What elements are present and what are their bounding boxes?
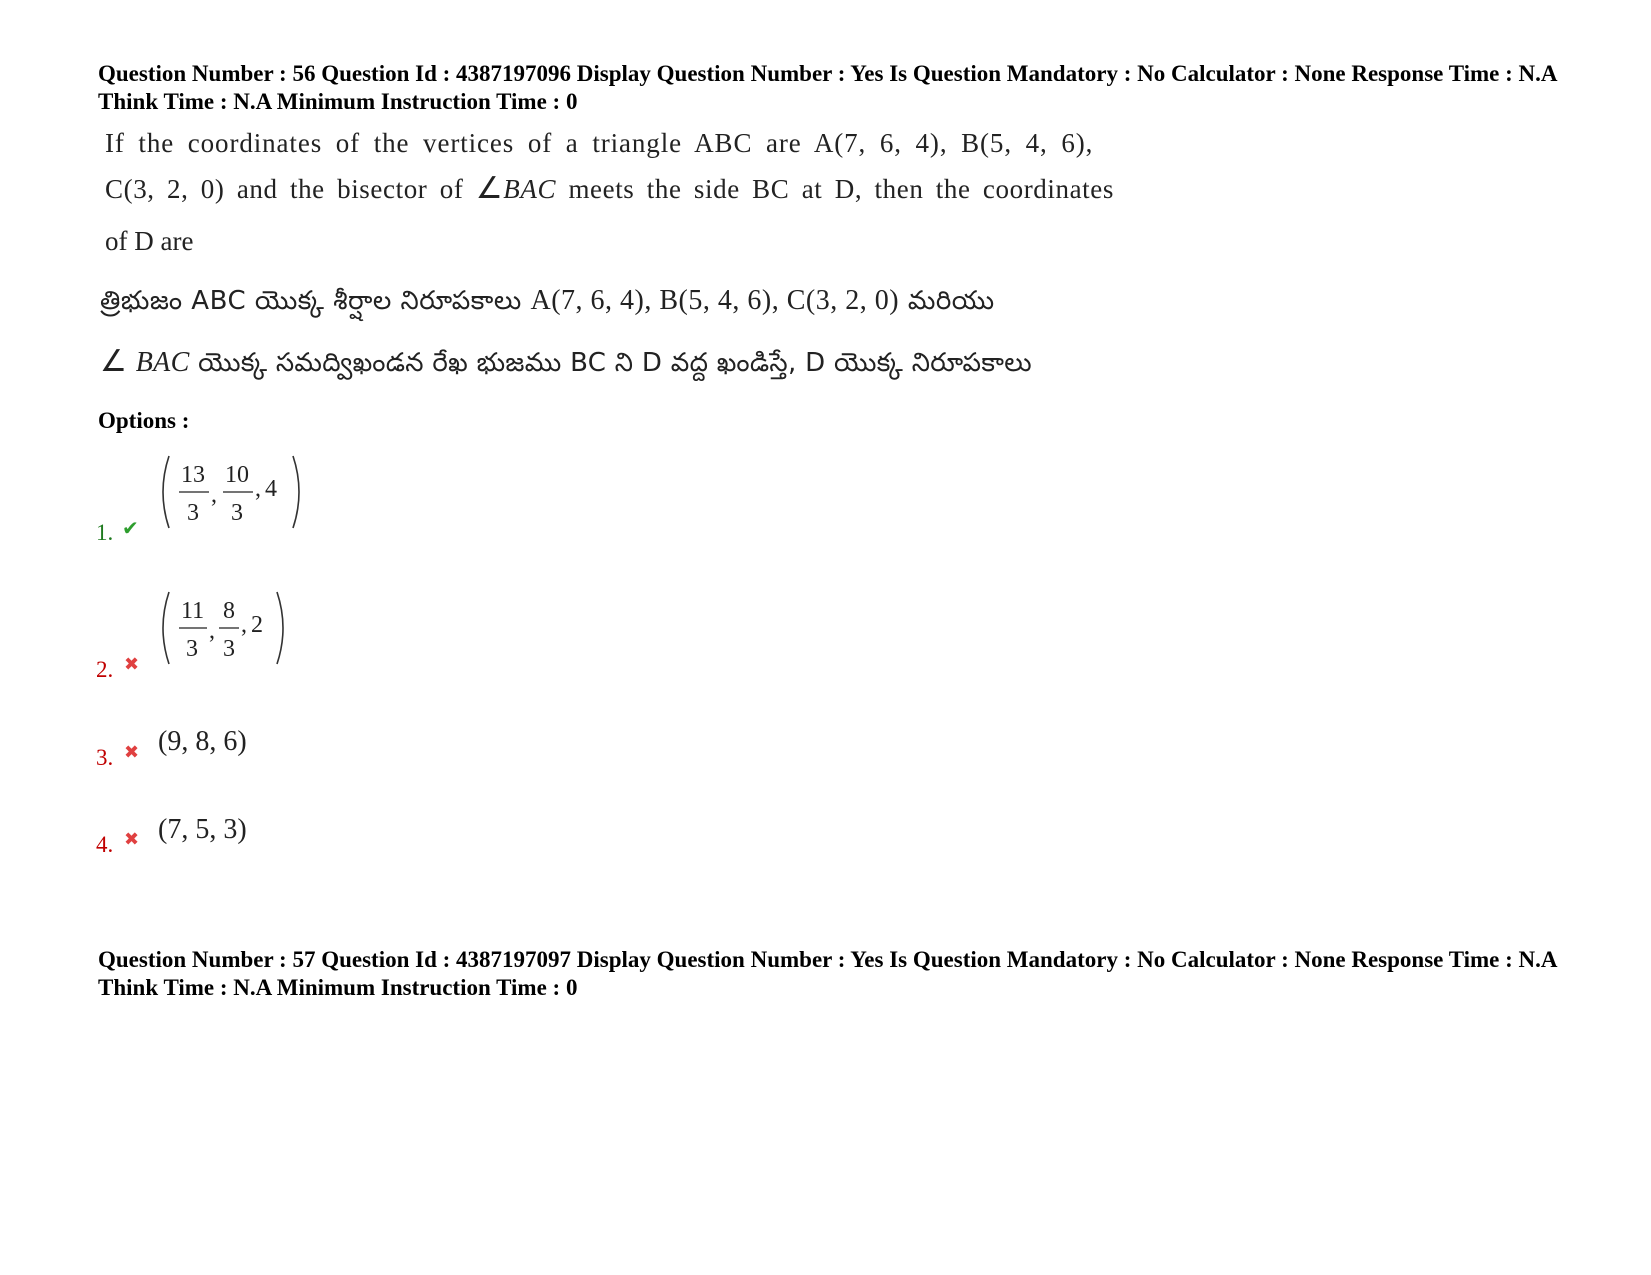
comma: , — [255, 476, 261, 502]
comma: , — [209, 618, 215, 644]
correct-check-icon: ✔ — [122, 518, 139, 540]
telugu-text-line-2 — [100, 344, 1032, 384]
option-1-value — [155, 452, 315, 534]
option-4-number: 4. — [96, 832, 114, 857]
option-2-number: 2. — [96, 657, 114, 682]
angle-icon: ∠ — [100, 344, 128, 379]
question-text-line-1: If the coordinates of the vertices of a triangle ABC are A(7, 6, 4), B(5, 4, 6), — [105, 128, 1094, 158]
left-paren — [163, 456, 169, 528]
question-text-line-2 — [105, 171, 1114, 206]
option-2-num-2: 8 — [223, 598, 235, 624]
option-4-value: (7, 5, 3) — [158, 814, 247, 845]
option-1-num-1: 13 — [181, 462, 205, 488]
comma: , — [211, 482, 217, 508]
option-3-number: 3. — [96, 745, 114, 770]
option-1-num-2: 10 — [225, 462, 249, 488]
option-1-number: 1. — [96, 520, 114, 545]
option-2-value — [155, 588, 305, 670]
option-2-den-2: 3 — [223, 636, 235, 662]
angle-label: BAC — [503, 174, 557, 204]
comma: , — [241, 612, 247, 638]
option-1-den-2: 3 — [231, 500, 243, 526]
option-2-num-1: 11 — [181, 598, 205, 624]
option-1-den-1: 3 — [187, 500, 199, 526]
telugu-text-line-1 — [100, 285, 995, 322]
wrong-cross-icon: ✖ — [124, 654, 140, 674]
right-paren — [277, 592, 283, 664]
options-label: Options : — [98, 408, 190, 433]
question-text-line-2a: C(3, 2, 0) and the bisector of — [105, 174, 464, 204]
left-paren — [163, 592, 169, 664]
right-paren — [293, 456, 299, 528]
option-3-value: (9, 8, 6) — [158, 726, 247, 757]
option-2-last: 2 — [251, 612, 263, 638]
question-text-line-2b: meets the side BC at D, then the coordinates — [568, 174, 1114, 204]
telugu-line-1a: త్రిభుజం ABC యొక్క శీర్షాల నిరూపకాలు — [100, 286, 522, 316]
angle-icon: ∠ — [475, 171, 504, 206]
option-2-den-1: 3 — [186, 636, 198, 662]
telugu-line-2b: యొక్క సమద్విఖండన రేఖ భుజము BC ని D వద్ద ఖండిస్తే, D యొక్క నిరూపకాలు — [198, 348, 1032, 378]
wrong-cross-icon: ✖ — [124, 742, 140, 762]
option-1-last: 4 — [265, 476, 277, 502]
telugu-angle-label: BAC — [135, 347, 190, 378]
question-text-line-3: of D are — [105, 226, 194, 256]
telugu-line-1b: A(7, 6, 4), B(5, 4, 6), C(3, 2, 0) — [530, 285, 900, 316]
wrong-cross-icon: ✖ — [124, 829, 140, 849]
question-57-header: Question Number : 57 Question Id : 4387197097 Display Question Number : Yes Is Question Mandatory : No Calculator : None Response Time : N.A Think Time : N.A Minimum Instruction Time : 0 — [98, 947, 1557, 1000]
question-56-header: Question Number : 56 Question Id : 4387197096 Display Question Number : Yes Is Question Mandatory : No Calculator : None Response Time : N.A Think Time : N.A Minimum Instruction Time : 0 — [98, 61, 1557, 114]
telugu-line-1c: మరియు — [907, 286, 995, 316]
